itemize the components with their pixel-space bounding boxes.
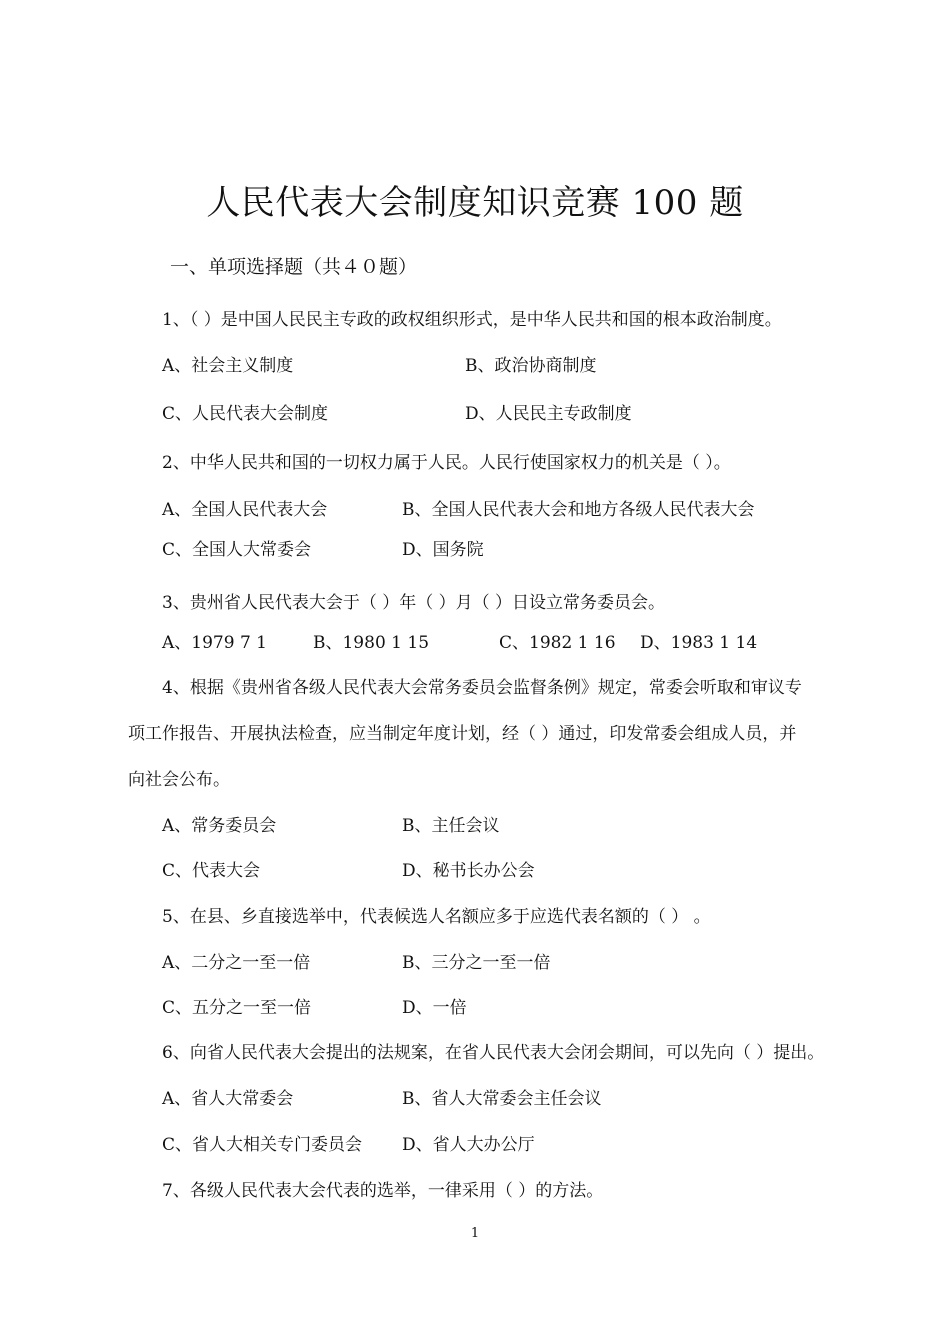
question-5-option-a: A、二分之一至一倍 (162, 953, 311, 973)
question-4-option-a: A、常务委员会 (162, 816, 277, 836)
question-6-option-c: C、省人大相关专门委员会 (162, 1135, 363, 1155)
section-heading: 一、单项选择题（共４０题） (170, 256, 418, 278)
question-5-option-b: B、三分之一至一倍 (402, 953, 551, 973)
page-number: 1 (470, 1226, 480, 1241)
question-6-option-d: D、省人大办公厅 (402, 1135, 535, 1155)
question-1-option-c: C、人民代表大会制度 (162, 404, 329, 424)
question-1-text: 1、（ ）是中国人民民主专政的政权组织形式，是中华人民共和国的根本政治制度。 (162, 310, 782, 330)
question-3-option-c: C、1982 1 16 (499, 633, 616, 653)
question-2-text: 2、中华人民共和国的一切权力属于人民。人民行使国家权力的机关是（ ）。 (162, 453, 731, 473)
question-5-text: 5、在县、乡直接选举中，代表候选人名额应多于应选代表名额的（ ） 。 (162, 907, 711, 927)
question-6-text: 6、向省人民代表大会提出的法规案，在省人民代表大会闭会期间，可以先向（ ）提出。 (162, 1043, 825, 1063)
question-2-option-d: D、国务院 (402, 540, 484, 560)
question-1-option-a: A、社会主义制度 (162, 356, 294, 376)
question-4-option-d: D、秘书长办公会 (402, 861, 535, 881)
question-6-option-b: B、省人大常委会主任会议 (402, 1089, 602, 1109)
question-2-option-a: A、全国人民代表大会 (162, 500, 328, 520)
question-3-text: 3、贵州省人民代表大会于（ ）年（ ）月（ ）日设立常务委员会。 (162, 593, 666, 613)
question-3-option-d: D、1983 1 14 (640, 633, 758, 653)
question-4-option-c: C、代表大会 (162, 861, 261, 881)
question-7-text: 7、各级人民代表大会代表的选举，一律采用（ ）的方法。 (162, 1181, 604, 1201)
question-4-text-line-1: 4、根据《贵州省各级人民代表大会常务委员会监督条例》规定，常委会听取和审议专 (162, 678, 802, 698)
question-2-option-b: B、全国人民代表大会和地方各级人民代表大会 (402, 500, 755, 520)
question-4-text-line-2: 项工作报告、开展执法检查，应当制定年度计划，经（ ）通过，印发常委会组成人员，并 (128, 724, 797, 744)
question-3-option-a: A、1979 7 1 (162, 633, 267, 653)
question-1-option-b: B、政治协商制度 (465, 356, 597, 376)
question-4-option-b: B、主任会议 (402, 816, 500, 836)
question-2-option-c: C、全国人大常委会 (162, 540, 312, 560)
question-5-option-c: C、五分之一至一倍 (162, 998, 312, 1018)
question-1-option-d: D、人民民主专政制度 (465, 404, 632, 424)
question-6-option-a: A、省人大常委会 (162, 1089, 294, 1109)
question-5-option-d: D、一倍 (402, 998, 467, 1018)
question-3-option-b: B、1980 1 15 (313, 633, 430, 653)
page-title: 人民代表大会制度知识竞赛 100 题 (206, 183, 744, 223)
question-4-text-line-3: 向社会公布。 (128, 770, 230, 790)
